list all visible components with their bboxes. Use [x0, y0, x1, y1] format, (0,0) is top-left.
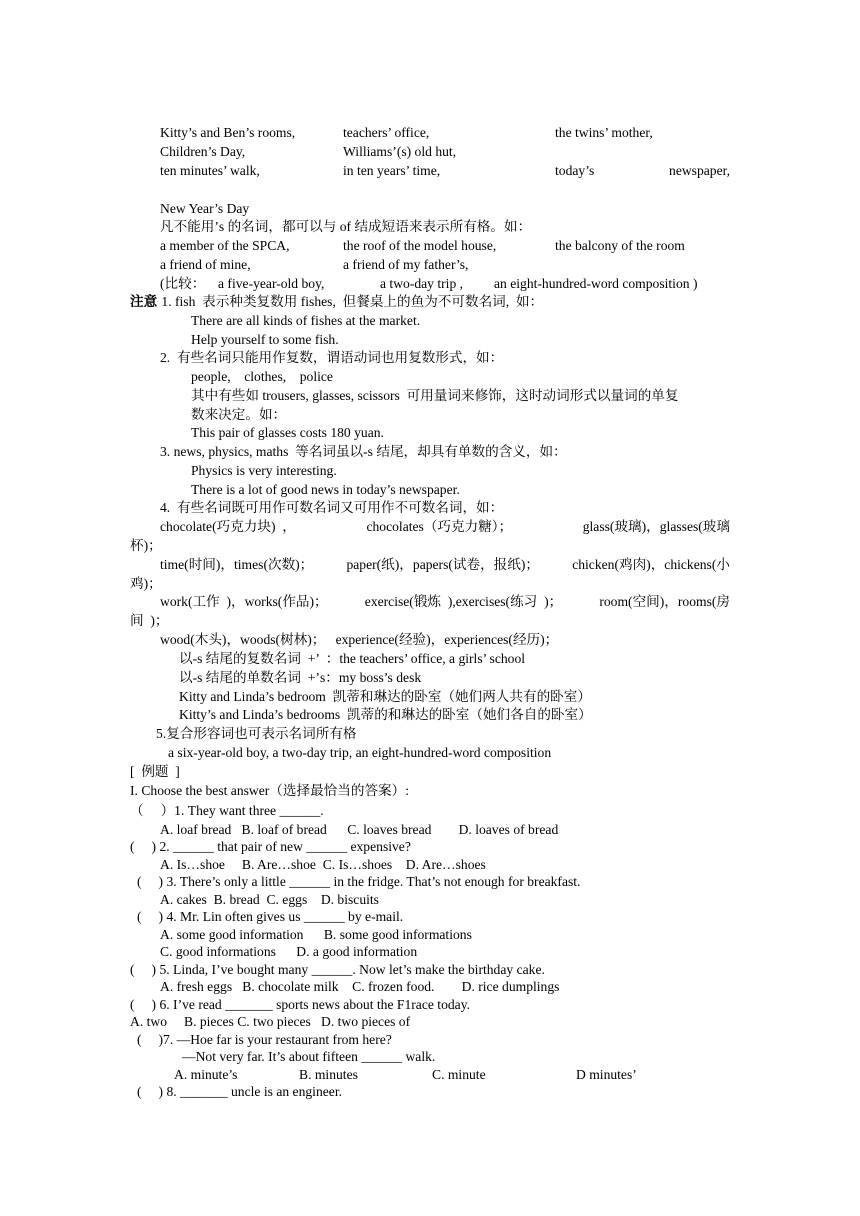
note-heading: 2. 有些名词只能用作复数，谓语动词也用复数形式，如：	[160, 350, 504, 365]
rule-text: 凡不能用’s 的名词，都可以与 of 结成短语来表示所有格。如：	[160, 219, 532, 234]
note-example: There are all kinds of fishes at the market.	[191, 313, 421, 328]
note-item: work(工作 )，works(作品)；	[160, 594, 328, 609]
example-text: a member of the SPCA,	[160, 238, 290, 253]
example-text: a friend of my father’s,	[343, 257, 469, 272]
example-text: ten minutes’ walk,	[160, 163, 260, 178]
note-text: Kitty and Linda’s bedroom 凯蒂和琳达的卧室（她们两人共有的卧室）	[179, 689, 591, 704]
note-row	[160, 556, 730, 575]
question-text: —Not very far. It’s about fifteen ______ walk.	[182, 1049, 436, 1064]
question-options: A. Is…shoe B. Are…shoe C. Is…shoes D. Are…shoes	[160, 857, 486, 872]
note-text: 以-s 结尾的单数名词 +’s：my boss’s desk	[179, 670, 422, 685]
compare-text: a five-year-old boy,	[218, 276, 325, 291]
question-options: C. good informations D. a good information	[160, 944, 418, 959]
question-stem: （ ）1. They want three ______.	[130, 803, 324, 818]
note-heading: 1. fish 表示种类复数用 fishes, 但餐桌上的鱼为不可数名词, 如：	[158, 294, 544, 309]
note-row	[160, 518, 730, 537]
examples-heading: [ 例题 ]	[130, 764, 180, 779]
note-text: 数来决定。如：	[191, 407, 287, 422]
note-item: glass(玻璃)，glasses(玻璃	[582, 519, 730, 534]
note-example: There is a lot of good news in today’s newspaper.	[191, 482, 460, 497]
question-stem: ( ) 6. I’ve read _______ sports news about the F1race today.	[130, 997, 471, 1012]
example-text: the balcony of the room	[555, 238, 685, 253]
note-heading: 5.复合形容词也可表示名词所有格	[156, 726, 357, 741]
note-item: time(时间)，times(次数)；	[160, 557, 314, 572]
example-text: Williams’(s) old hut,	[343, 144, 457, 159]
question-stem: ( ) 2. ______ that pair of new ______ expensive?	[130, 839, 411, 854]
question-options: A. some good information B. some good informations	[160, 927, 472, 942]
compare-text: (比较：	[160, 276, 206, 291]
note-example: Physics is very interesting.	[191, 463, 337, 478]
note-text: Kitty’s and Linda’s bedrooms 凯蒂的和琳达的卧室（她们各自的卧室）	[179, 707, 592, 722]
question-stem: ( ) 5. Linda, I’ve bought many ______. Now let’s make the birthday cake.	[130, 962, 545, 977]
note-item: chocolate(巧克力块) ，	[160, 519, 296, 534]
example-text: in ten years’ time,	[343, 163, 441, 178]
question-stem: ( ) 8. _______ uncle is an engineer.	[137, 1084, 342, 1099]
question-options: A. cakes B. bread C. eggs D. biscuits	[160, 892, 379, 907]
question-option: C. minute	[432, 1067, 486, 1082]
note-heading: 3. news, physics, maths 等名词虽以-s 结尾，却具有单数的含义，如：	[160, 444, 567, 459]
note-example: Help yourself to some fish.	[191, 332, 339, 347]
compare-text: a two-day trip ,	[380, 276, 464, 291]
example-text: Children’s Day,	[160, 144, 246, 159]
compare-text: an eight-hundred-word composition )	[494, 276, 698, 291]
example-text: the roof of the model house,	[343, 238, 497, 253]
example-text: today’s	[555, 163, 595, 178]
note-example: This pair of glasses costs 180 yuan.	[191, 425, 384, 440]
note-item: 鸡)；	[130, 576, 162, 591]
note-row	[160, 593, 730, 612]
note-item: chocolates（巧克力糖）；	[366, 519, 513, 534]
question-stem: ( )7. —Hoe far is your restaurant from here?	[137, 1032, 392, 1047]
note-item: paper(纸)，papers(试卷，报纸)；	[346, 557, 539, 572]
example-text: teachers’ office,	[343, 125, 430, 140]
question-options: A. fresh eggs B. chocolate milk C. frozen food. D. rice dumplings	[160, 979, 560, 994]
example-text: a friend of mine,	[160, 257, 251, 272]
note-heading: 4. 有些名词既可用作可数名词又可用作不可数名词，如：	[160, 500, 504, 515]
example-text: Kitty’s and Ben’s rooms,	[160, 125, 296, 140]
section-title: I. Choose the best answer（选择最恰当的答案）:	[130, 783, 410, 798]
note-item: chicken(鸡肉)，chickens(小	[572, 557, 730, 572]
note-item: 杯)；	[130, 538, 162, 553]
note-example: a six-year-old boy, a two-day trip, an eight-hundred-word composition	[168, 745, 552, 760]
note-example: people, clothes, police	[191, 369, 333, 384]
example-text: newspaper,	[669, 163, 730, 178]
question-options: A. two B. pieces C. two pieces D. two pieces of	[130, 1014, 411, 1029]
note-item: wood(木头)，woods(树林)； experience(经验)，experiences(经历)；	[160, 632, 559, 647]
question-option: A. minute’s	[174, 1067, 238, 1082]
notes-label: 注意	[130, 294, 158, 309]
question-stem: ( ) 4. Mr. Lin often gives us ______ by e-mail.	[137, 909, 404, 924]
example-text: New Year’s Day	[160, 201, 250, 216]
note-text: 其中有些如 trousers, glasses, scissors 可用量词来修饰，这时动词形式以量词的单复	[191, 388, 679, 403]
note-item: room(空间)，rooms(房	[599, 594, 730, 609]
question-option: B. minutes	[299, 1067, 358, 1082]
example-text: the twins’ mother,	[555, 125, 653, 140]
question-options: A. loaf bread B. loaf of bread C. loaves bread D. loaves of bread	[160, 822, 559, 837]
question-stem: ( ) 3. There’s only a little ______ in the fridge. That’s not enough for breakfast.	[137, 874, 581, 889]
note-text: 以-s 结尾的复数名词 +’ ：the teachers’ office, a girls’ school	[179, 651, 526, 666]
question-option: D minutes’	[576, 1067, 637, 1082]
note-item: exercise(锻炼 ),exercises(练习 )；	[364, 594, 563, 609]
note-item: 间 )；	[130, 613, 169, 628]
